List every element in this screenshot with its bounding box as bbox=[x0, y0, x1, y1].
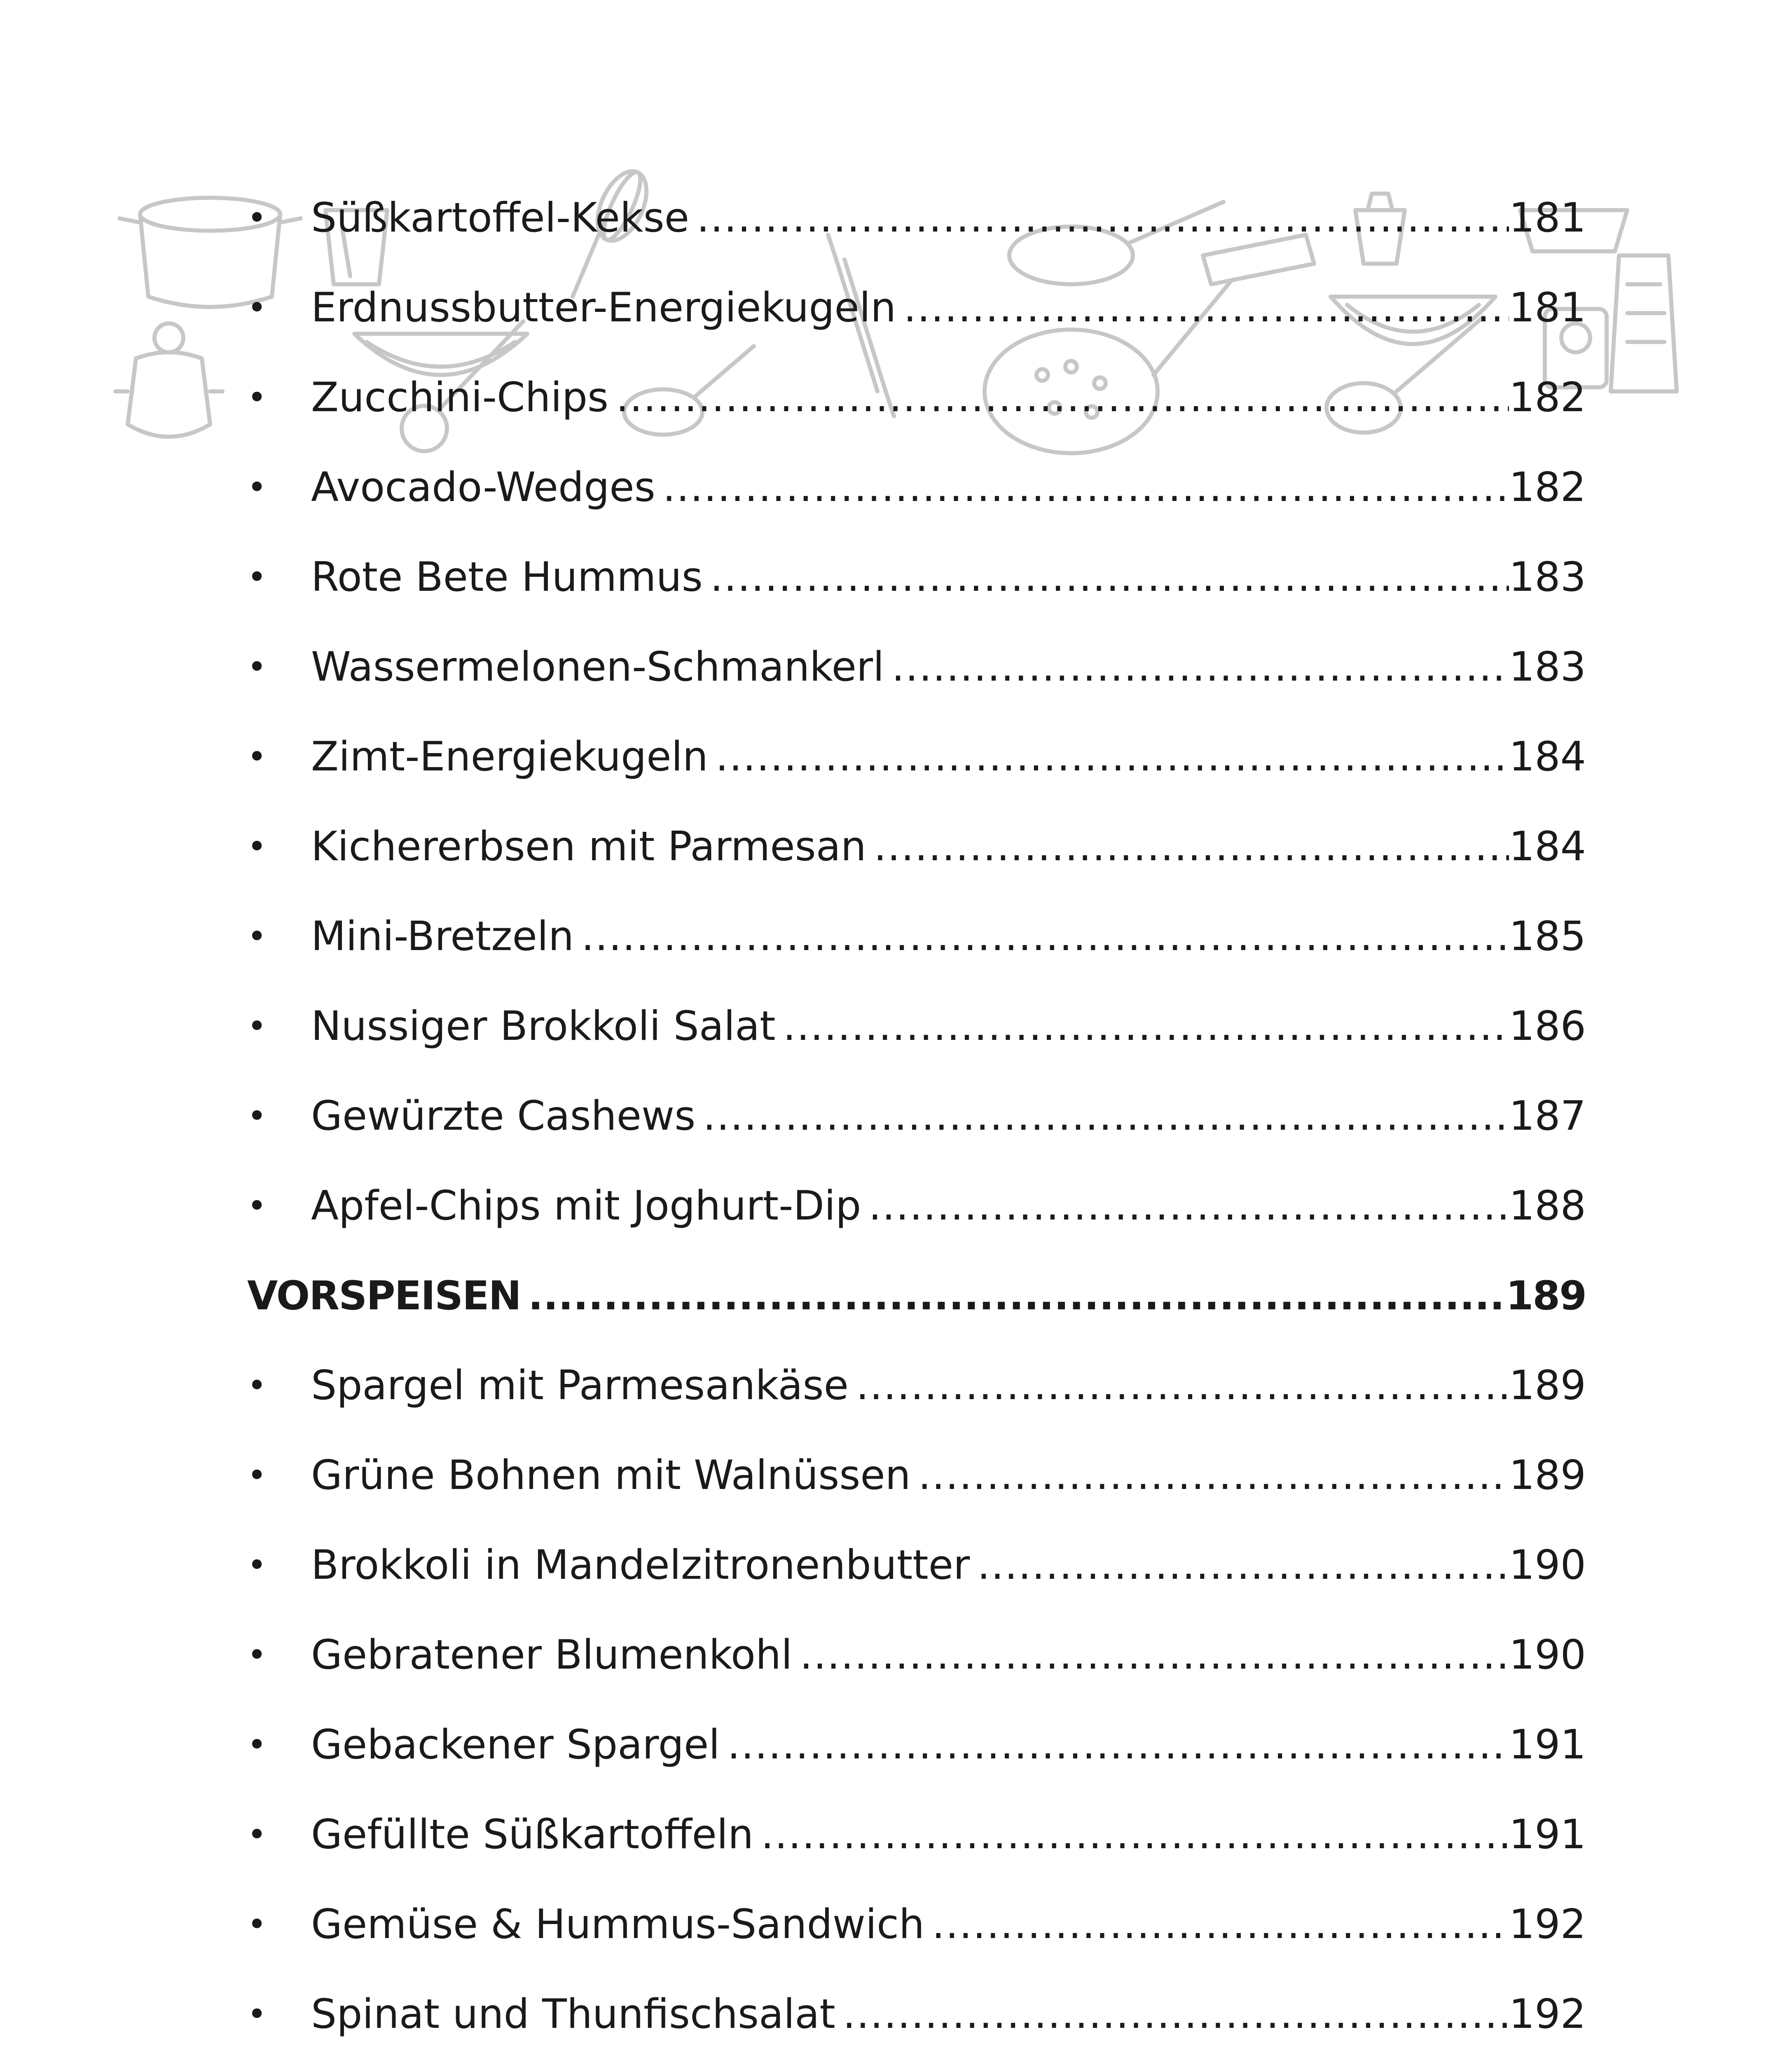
dot-leader bbox=[577, 916, 1509, 957]
dot-leader bbox=[659, 467, 1509, 508]
toc-entry-page: 191 bbox=[1509, 1721, 1586, 1768]
bullet-icon: • bbox=[247, 199, 267, 237]
toc-entry-page: 181 bbox=[1509, 284, 1586, 331]
bullet-icon: • bbox=[247, 1815, 267, 1854]
toc-entry-page: 185 bbox=[1509, 913, 1586, 960]
dot-leader bbox=[914, 1455, 1509, 1496]
toc-entry-page: 190 bbox=[1509, 1542, 1586, 1589]
toc-entry-page: 186 bbox=[1509, 1003, 1586, 1050]
toc-entry[interactable] bbox=[247, 1430, 1586, 1520]
toc-entry[interactable] bbox=[247, 1700, 1586, 1790]
dot-leader bbox=[699, 1096, 1509, 1136]
bullet-icon: • bbox=[247, 1546, 267, 1584]
toc-entry-title: Gebackener Spargel bbox=[311, 1721, 720, 1768]
toc-entry-title: Gewürzte Cashews bbox=[311, 1093, 696, 1140]
toc-entry-title: Erdnussbutter-Energiekugeln bbox=[311, 284, 896, 331]
toc-entry-page: 182 bbox=[1509, 374, 1586, 421]
toc-entry-title: Gebratener Blumenkohl bbox=[311, 1632, 793, 1678]
bullet-icon: • bbox=[247, 917, 267, 955]
toc-entry-page: 184 bbox=[1509, 823, 1586, 870]
toc-entry-title: Spargel mit Parmesankäse bbox=[311, 1362, 849, 1409]
table-of-contents bbox=[247, 173, 1586, 2060]
toc-entry-page: 188 bbox=[1509, 1182, 1586, 1229]
dot-leader bbox=[757, 1814, 1509, 1855]
bullet-icon: • bbox=[247, 737, 267, 776]
dot-leader bbox=[612, 377, 1509, 418]
dot-leader bbox=[524, 1276, 1506, 1316]
toc-entry[interactable] bbox=[247, 1071, 1586, 1161]
toc-entry-title: Spinat und Thunfischsalat bbox=[311, 1991, 835, 2038]
toc-entry-page: 183 bbox=[1509, 554, 1586, 601]
toc-entry[interactable] bbox=[247, 442, 1586, 532]
toc-entry[interactable] bbox=[247, 1161, 1586, 1251]
toc-entry-title: VORSPEISEN bbox=[247, 1273, 521, 1319]
toc-entry[interactable] bbox=[247, 892, 1586, 981]
toc-entry-title: Wassermelonen-Schmankerl bbox=[311, 644, 884, 691]
dot-leader bbox=[899, 288, 1509, 328]
toc-entry[interactable] bbox=[247, 263, 1586, 353]
toc-entry-title: Grüne Bohnen mit Walnüssen bbox=[311, 1452, 911, 1499]
bullet-icon: • bbox=[247, 1366, 267, 1405]
bullet-icon: • bbox=[247, 1636, 267, 1674]
dot-leader bbox=[839, 1994, 1509, 2034]
dot-leader bbox=[870, 826, 1509, 867]
toc-entry-page: 190 bbox=[1509, 1632, 1586, 1678]
dot-leader bbox=[706, 557, 1509, 597]
grater-icon bbox=[1611, 255, 1677, 391]
dot-leader bbox=[723, 1725, 1509, 1765]
toc-entry[interactable] bbox=[247, 712, 1586, 802]
dot-leader bbox=[973, 1545, 1509, 1585]
toc-entry-title: Brokkoli in Mandelzitronenbutter bbox=[311, 1542, 970, 1589]
dot-leader bbox=[928, 1904, 1509, 1945]
toc-entry[interactable] bbox=[247, 802, 1586, 892]
bullet-icon: • bbox=[247, 378, 267, 417]
bullet-icon: • bbox=[247, 827, 267, 866]
toc-entry-title: Kichererbsen mit Parmesan bbox=[311, 823, 866, 870]
toc-entry-title: Süßkartoffel-Kekse bbox=[311, 194, 689, 241]
toc-entry-page: 189 bbox=[1509, 1362, 1586, 1409]
toc-entry-page: 183 bbox=[1509, 644, 1586, 691]
dot-leader bbox=[864, 1186, 1509, 1226]
toc-entry-page: 182 bbox=[1509, 464, 1586, 511]
toc-entry[interactable] bbox=[247, 981, 1586, 1071]
toc-entry[interactable] bbox=[247, 173, 1586, 263]
toc-entry-title: Apfel-Chips mit Joghurt-Dip bbox=[311, 1182, 861, 1229]
toc-entry-page: 184 bbox=[1509, 733, 1586, 780]
toc-entry[interactable] bbox=[247, 353, 1586, 442]
toc-entry-title: Zucchini-Chips bbox=[311, 374, 609, 421]
dot-leader bbox=[852, 1365, 1509, 1406]
bullet-icon: • bbox=[247, 288, 267, 327]
toc-entry-title: Rote Bete Hummus bbox=[311, 554, 703, 601]
dot-leader bbox=[795, 1635, 1509, 1675]
toc-section-heading[interactable] bbox=[247, 1251, 1586, 1341]
toc-entry[interactable] bbox=[247, 1969, 1586, 2059]
toc-entry[interactable] bbox=[247, 1790, 1586, 1880]
dot-leader bbox=[692, 198, 1509, 238]
toc-entry-title: Gemüse & Hummus-Sandwich bbox=[311, 1901, 925, 1948]
toc-entry-page: 192 bbox=[1509, 1991, 1586, 2038]
toc-entry-title: Gefüllte Süßkartoffeln bbox=[311, 1811, 754, 1858]
toc-entry[interactable] bbox=[247, 1880, 1586, 1969]
toc-entry-title: Avocado-Wedges bbox=[311, 464, 655, 511]
bullet-icon: • bbox=[247, 1905, 267, 1943]
toc-entry-page: 187 bbox=[1509, 1093, 1586, 1140]
toc-entry-title: Mini-Bretzeln bbox=[311, 913, 574, 960]
toc-entry[interactable] bbox=[247, 1610, 1586, 1700]
bullet-icon: • bbox=[247, 1725, 267, 1764]
toc-entry-page: 189 bbox=[1506, 1273, 1586, 1319]
toc-entry-title: Nussiger Brokkoli Salat bbox=[311, 1003, 776, 1050]
toc-entry-page: 189 bbox=[1509, 1452, 1586, 1499]
bullet-icon: • bbox=[247, 648, 267, 686]
dot-leader bbox=[887, 647, 1509, 687]
dot-leader bbox=[711, 737, 1509, 777]
dot-leader bbox=[779, 1006, 1509, 1046]
toc-entry[interactable] bbox=[247, 1341, 1586, 1430]
bullet-icon: • bbox=[247, 1097, 267, 1135]
toc-entry-page: 192 bbox=[1509, 1901, 1586, 1948]
bullet-icon: • bbox=[247, 1456, 267, 1494]
toc-entry[interactable] bbox=[247, 532, 1586, 622]
bullet-icon: • bbox=[247, 1007, 267, 1045]
bullet-icon: • bbox=[247, 1187, 267, 1225]
toc-entry-title: Zimt-Energiekugeln bbox=[311, 733, 708, 780]
bullet-icon: • bbox=[247, 558, 267, 596]
toc-entry-page: 181 bbox=[1509, 194, 1586, 241]
toc-entry-page: 191 bbox=[1509, 1811, 1586, 1858]
bullet-icon: • bbox=[247, 468, 267, 506]
jar-icon bbox=[115, 323, 222, 437]
toc-entry[interactable] bbox=[247, 622, 1586, 712]
toc-entry[interactable] bbox=[247, 1520, 1586, 1610]
bullet-icon: • bbox=[247, 1995, 267, 2033]
